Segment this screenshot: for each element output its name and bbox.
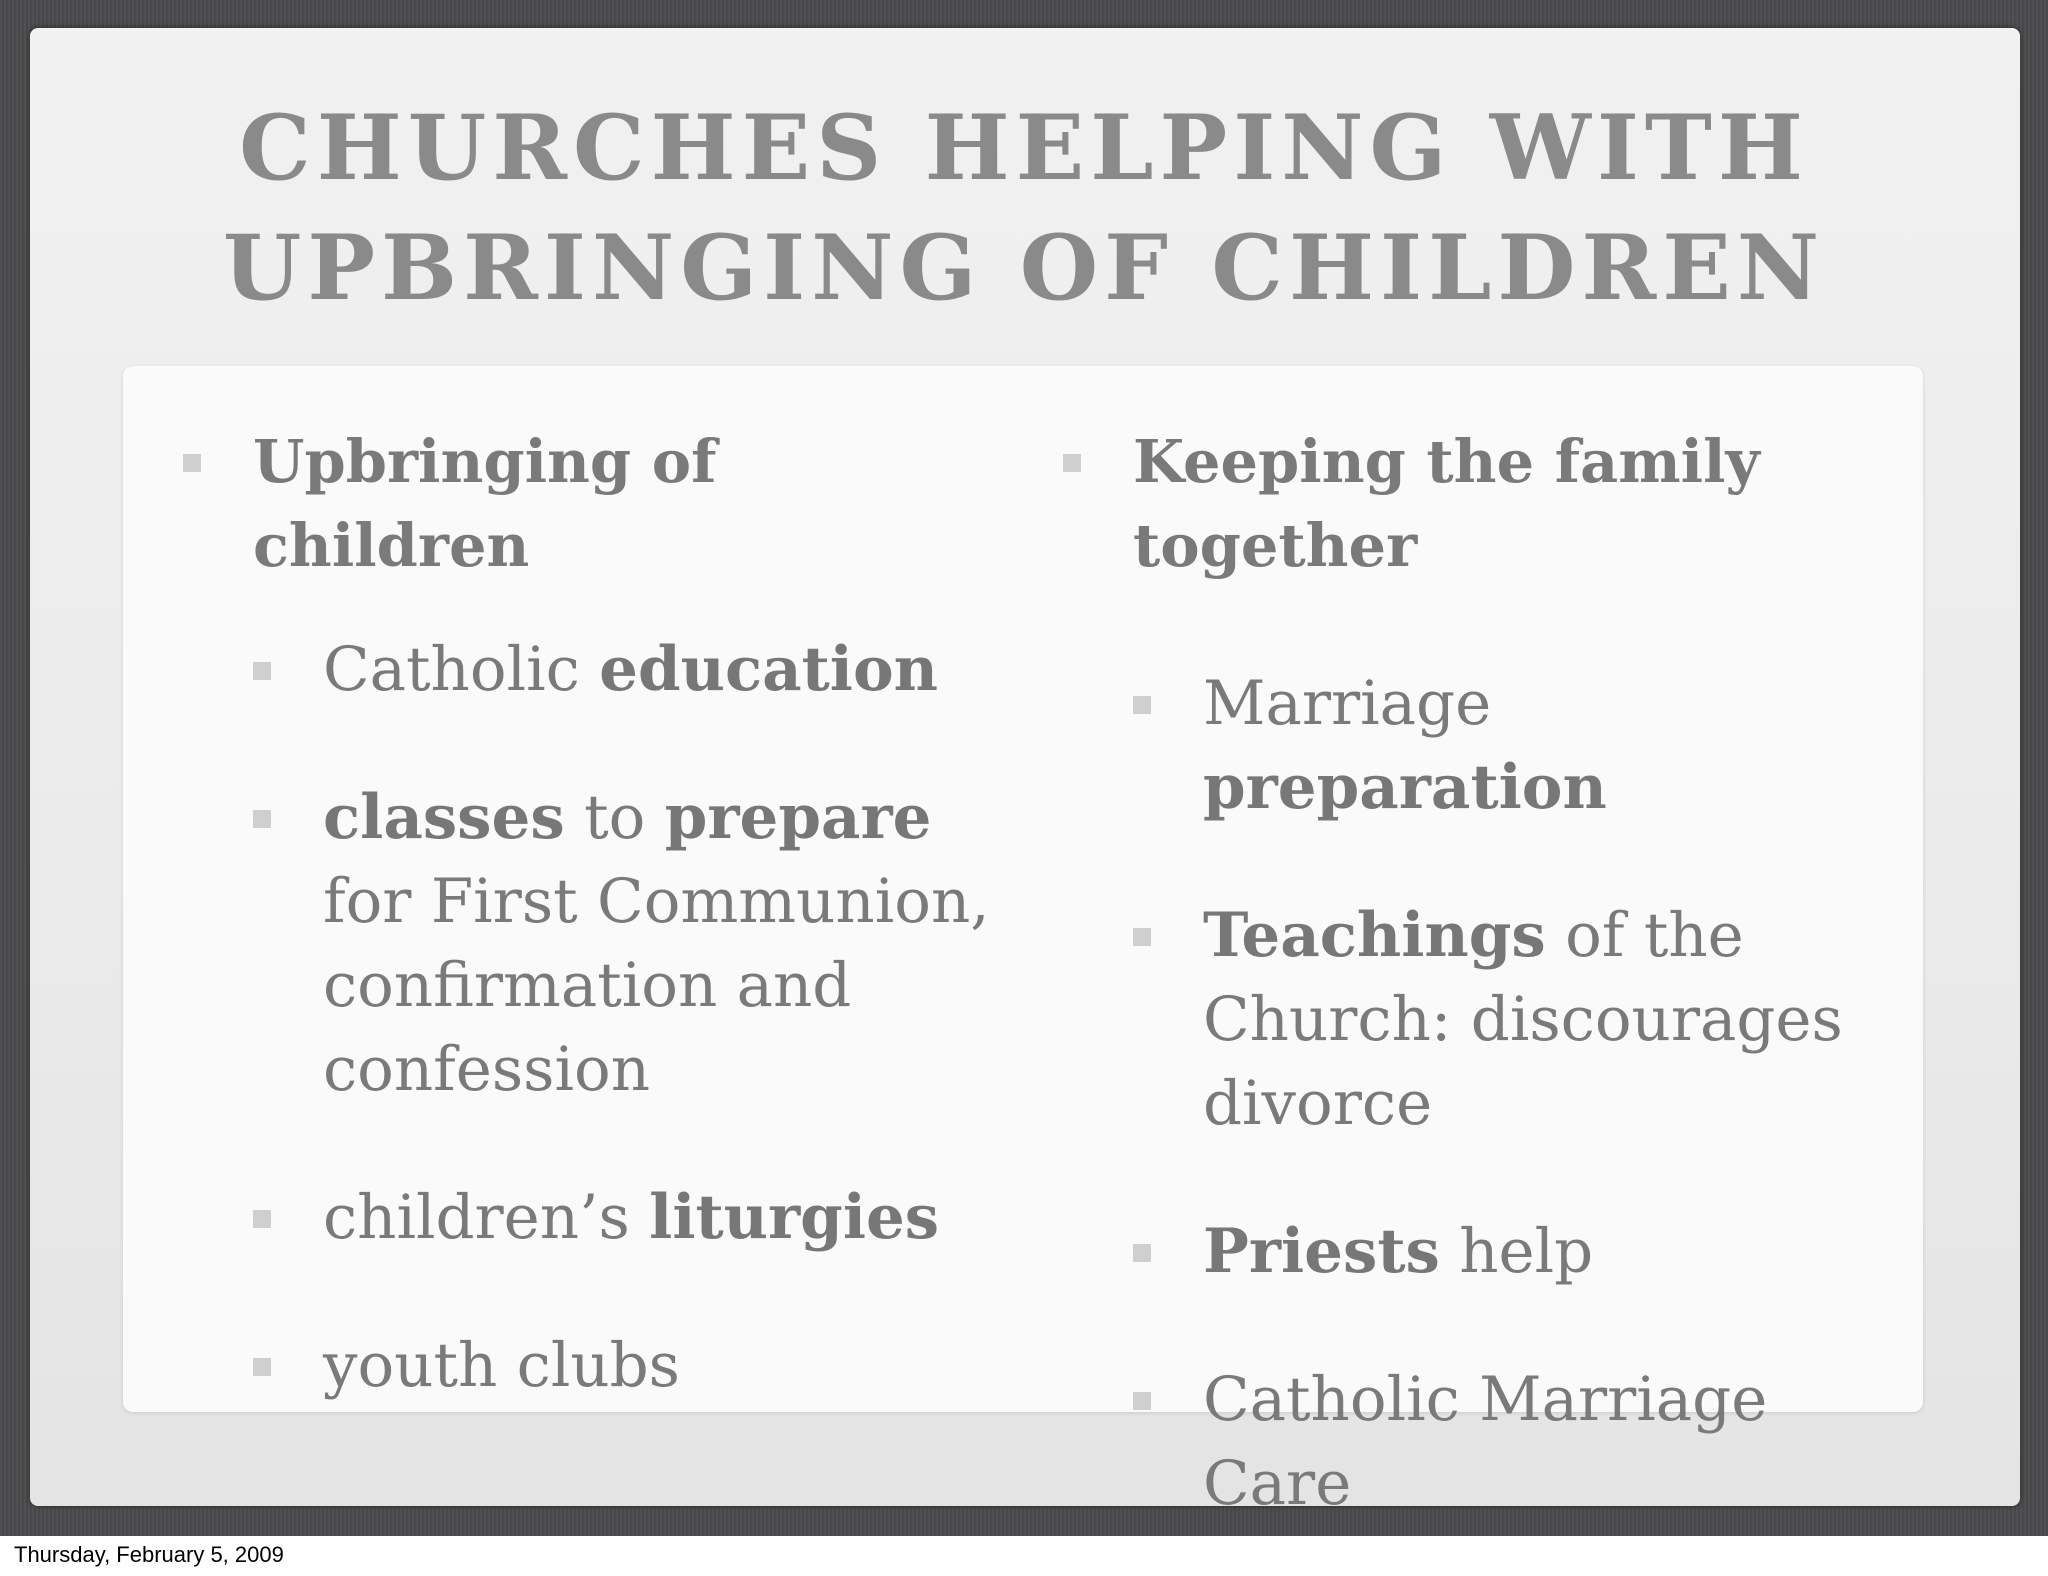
list-item <box>179 776 999 1112</box>
list-item-text <box>1203 668 1607 823</box>
list-item <box>1059 1210 1879 1294</box>
list-item <box>179 1176 999 1260</box>
list-item-text-part: children’s <box>323 1182 650 1253</box>
right-column <box>1059 420 1879 1526</box>
left-column-heading <box>179 420 999 588</box>
list-item <box>179 1324 999 1408</box>
right-column-heading-text: Keeping the family together <box>1133 427 1760 580</box>
square-bullet-icon <box>1133 928 1151 946</box>
list-item-text-part: help <box>1439 1216 1594 1287</box>
list-item-text-part: Catholic <box>323 634 600 705</box>
right-column-heading <box>1059 420 1879 588</box>
list-item-text-part-bold: Teachings <box>1203 900 1546 971</box>
square-bullet-icon <box>1133 696 1151 714</box>
slide-title-line-1: CHURCHES HELPING WITH <box>239 95 1809 201</box>
left-column-heading-text: Upbringing of children <box>253 427 717 580</box>
left-column <box>179 420 999 1408</box>
list-item-text-part-bold: prepare <box>664 782 932 853</box>
list-item-text <box>1203 1364 1767 1519</box>
list-item <box>1059 662 1879 830</box>
list-item-text-part-bold: preparation <box>1203 752 1607 823</box>
footer-date: Thursday, February 5, 2009 <box>14 1542 284 1567</box>
content-panel <box>123 366 1923 1519</box>
square-bullet-icon <box>253 662 271 680</box>
list-item-text-part-bold: classes <box>323 782 565 853</box>
list-item-text <box>323 1182 939 1253</box>
list-item-text-part: youth clubs <box>323 1330 680 1401</box>
list-item-text <box>323 782 990 1105</box>
square-bullet-icon <box>253 1210 271 1228</box>
slide-title-line-2: UPBRINGING OF CHILDREN <box>222 215 1826 321</box>
list-item-text <box>323 1330 680 1401</box>
list-item <box>1059 894 1879 1146</box>
square-bullet-icon <box>1133 1244 1151 1262</box>
list-item-text-part: for First Communion, confirmation and confession <box>323 866 990 1105</box>
square-bullet-icon <box>1063 454 1081 472</box>
square-bullet-icon <box>1133 1392 1151 1410</box>
list-item-text <box>1203 900 1843 1139</box>
square-bullet-icon <box>253 810 271 828</box>
list-item-text-part-bold: education <box>599 634 939 705</box>
slide-title <box>0 88 2048 328</box>
square-bullet-icon <box>253 1358 271 1376</box>
list-item-text-part: of the Church: discourages divorce <box>1203 900 1843 1139</box>
list-item-text-part-bold: liturgies <box>649 1182 940 1253</box>
list-item <box>1059 1358 1879 1526</box>
list-item <box>179 628 999 712</box>
list-item-text-part: Marriage <box>1203 668 1492 739</box>
list-item-text <box>1203 1216 1593 1287</box>
list-item-text-part-bold: Priests <box>1203 1216 1440 1287</box>
list-item-text-part: Catholic Marriage Care <box>1203 1364 1768 1519</box>
list-item-text <box>323 634 938 705</box>
square-bullet-icon <box>183 454 201 472</box>
list-item-text-part: to <box>564 782 665 853</box>
